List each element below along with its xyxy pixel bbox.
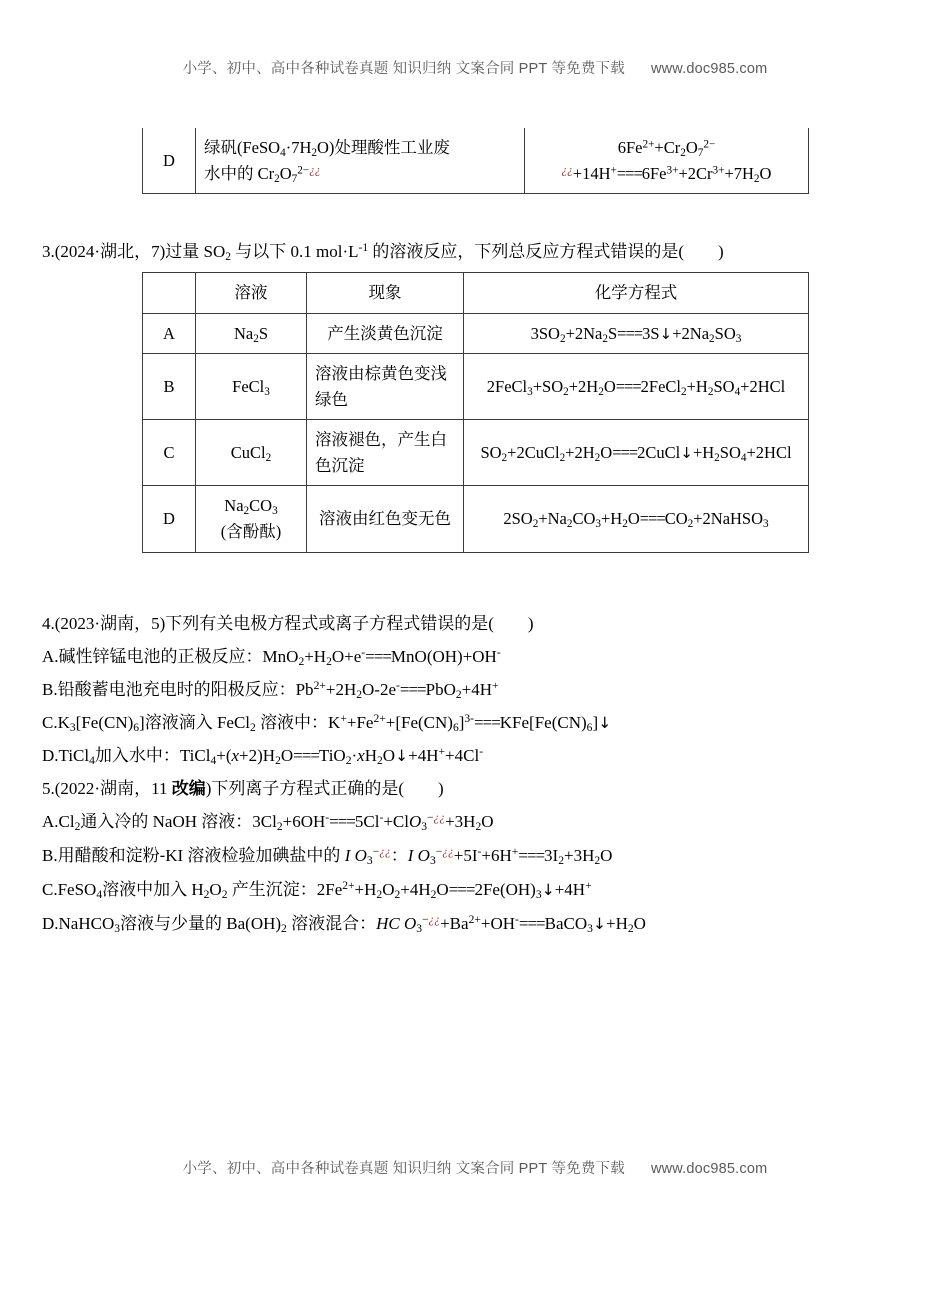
table-cell-option: D <box>143 486 196 552</box>
table-header-solution: 溶液 <box>196 273 307 314</box>
watermark-url: www.doc985.com <box>650 61 768 77</box>
question-5-stem: 5.(2022·湖南，11 改编)下列离子方程式正确的是( ) <box>42 779 444 798</box>
question-5-stem-text: 下列离子方程式正确的是( <box>211 779 405 798</box>
question-5-option-c: C.FeSO$_4$溶液中加入 $H_2O_2$ 产生沉淀：$2Fe^{2+}+H_2O_2+4H_2O===2Fe(OH)_3↓+4H^+$ <box>42 879 592 902</box>
question-5-option-a: $A.Cl_2$通入冷的 NaOH 溶液：$3Cl_2+6OH^-===5Cl^-+ClO_3^{-¿¿}+3H_2O$ <box>42 811 494 834</box>
question-3-number: 3. <box>42 242 55 261</box>
watermark-text: 小学、初中、高中各种试卷真题 知识归纳 文案合同 PPT 等免费下载 <box>182 61 625 77</box>
option-label: B. <box>42 846 58 865</box>
table-row <box>143 420 809 486</box>
question-4-stem-tail: ) <box>527 614 534 633</box>
question-5-revised-tag: 改编 <box>171 779 206 798</box>
table-cell-solution: $Na_2S$ <box>196 313 307 354</box>
table-cell-solution: CuCl$_2$ <box>196 420 307 486</box>
watermark-footer <box>0 1157 950 1178</box>
watermark-header <box>0 57 950 78</box>
question-4-source: (2023·湖南，5) <box>54 614 166 633</box>
question-5-option-d: D.NaHCO$_3$溶液与少量的 $Ba(OH)_2$ 溶液混合：HC $O_3^{-¿¿}+Ba^{2+}+OH^-===BaCO_3↓+H_2O$ <box>42 913 646 936</box>
table-cell-equation: $3SO_2+2Na_2S===3S↓+2Na_2SO_3$ <box>464 313 809 354</box>
table-cell-phenomenon: 产生淡黄色沉淀 <box>307 313 464 354</box>
watermark-text: 小学、初中、高中各种试卷真题 知识归纳 文案合同 PPT 等免费下载 <box>182 1161 625 1177</box>
table-cell-equation: $SO_2+2CuCl_2+2H_2O===2CuCl↓+H_2SO_4+2HCl$ <box>464 420 809 486</box>
table-header-phenomenon: 现象 <box>307 273 464 314</box>
table-cell-solution: $Na_2CO_3$ (含酚酞) <box>196 486 307 552</box>
table-row <box>143 128 809 194</box>
question-4-number: 4. <box>42 614 55 633</box>
table-cell-solution: FeCl$_3$ <box>196 354 307 420</box>
table-row <box>143 354 809 420</box>
table-cell-phenomenon: 溶液褪色，产生白色沉淀 <box>307 420 464 486</box>
continued-table <box>142 128 809 194</box>
option-label: A. <box>42 647 59 666</box>
option-label: D. <box>42 914 59 933</box>
table-header-row <box>143 273 809 314</box>
question-5-option-b: B.用醋酸和淀粉-KI 溶液检验加碘盐中的 I $O_3^{-¿¿}$：I $O_3^{-¿¿}+5I^-+6H^+===3I_2+3H_2O$ <box>42 845 613 868</box>
table-cell-phenomenon: 溶液由棕黄色变浅绿色 <box>307 354 464 420</box>
option-label: D. <box>42 746 59 765</box>
table-header-blank <box>143 273 196 314</box>
table-cell-description: 绿矾$(FeSO_4\cdot 7H_2O)$处理酸性工业废 水中的 $Cr_2O_7^{2-¿¿}$ <box>196 128 525 194</box>
question-4-stem <box>42 615 534 632</box>
option-label: C. <box>42 880 58 899</box>
question-3-source: (2024·湖北，7) <box>54 242 166 261</box>
table-cell-option: B <box>143 354 196 420</box>
table-row <box>143 486 809 552</box>
question-4-option-a: A.碱性锌锰电池的正极反应：$MnO_2+H_2O+e^-===MnO(OH)+OH^-$ <box>42 646 501 669</box>
option-label: A. <box>42 812 59 831</box>
table-header-equation: 化学方程式 <box>464 273 809 314</box>
table-cell-option: D <box>143 128 196 194</box>
question-3-stem: 3.(2024·湖北，7)过量 $SO_2$ 与以下 0.1 $mol\cdot L^{-1}$ 的溶液反应，下列总反应方程式错误的是( ) <box>42 241 724 264</box>
table-cell-option: A <box>143 313 196 354</box>
question-5-number: 5. <box>42 779 55 798</box>
option-label: C. <box>42 713 58 732</box>
table-cell-equation: $6Fe^{2+}+Cr_2O_7^{2-¿¿}+14H^+===6Fe^{3+}+2Cr^{3+}+7H_2O$ <box>525 128 809 194</box>
question-4-option-b: B.铅酸蓄电池充电时的阳极反应：$Pb^{2+}+2H_2O-2e^-===PbO_2+4H^+$ <box>42 679 499 702</box>
question-3-table <box>142 272 809 553</box>
option-label: B. <box>42 680 58 699</box>
table-cell-option: C <box>143 420 196 486</box>
question-4-option-d: D.TiCl$_4$加入水中：$TiCl_4+(x+2)H_2O===TiO_2\cdot xH_2O↓+4H^++4Cl^-$ <box>42 745 484 768</box>
table-cell-equation: $2FeCl_3+SO_2+2H_2O===2FeCl_2+H_2SO_4+2HCl$ <box>464 354 809 420</box>
table-cell-phenomenon: 溶液由红色变无色 <box>307 486 464 552</box>
table-cell-equation: $2SO_2+Na_2CO_3+H_2O===CO_2+2NaHSO_3$ <box>464 486 809 552</box>
table-row <box>143 313 809 354</box>
question-4-stem-text: 下列有关电极方程式或离子方程式错误的是( <box>165 614 494 633</box>
watermark-url: www.doc985.com <box>650 1161 768 1177</box>
question-4-option-c: $C.K_3[Fe(CN)_6]$溶液滴入 FeCl$_2$ 溶液中：$K^++Fe^{2+}+[Fe(CN)_6]^{3-}===KFe[Fe(CN)_6]↓$ <box>42 712 612 735</box>
